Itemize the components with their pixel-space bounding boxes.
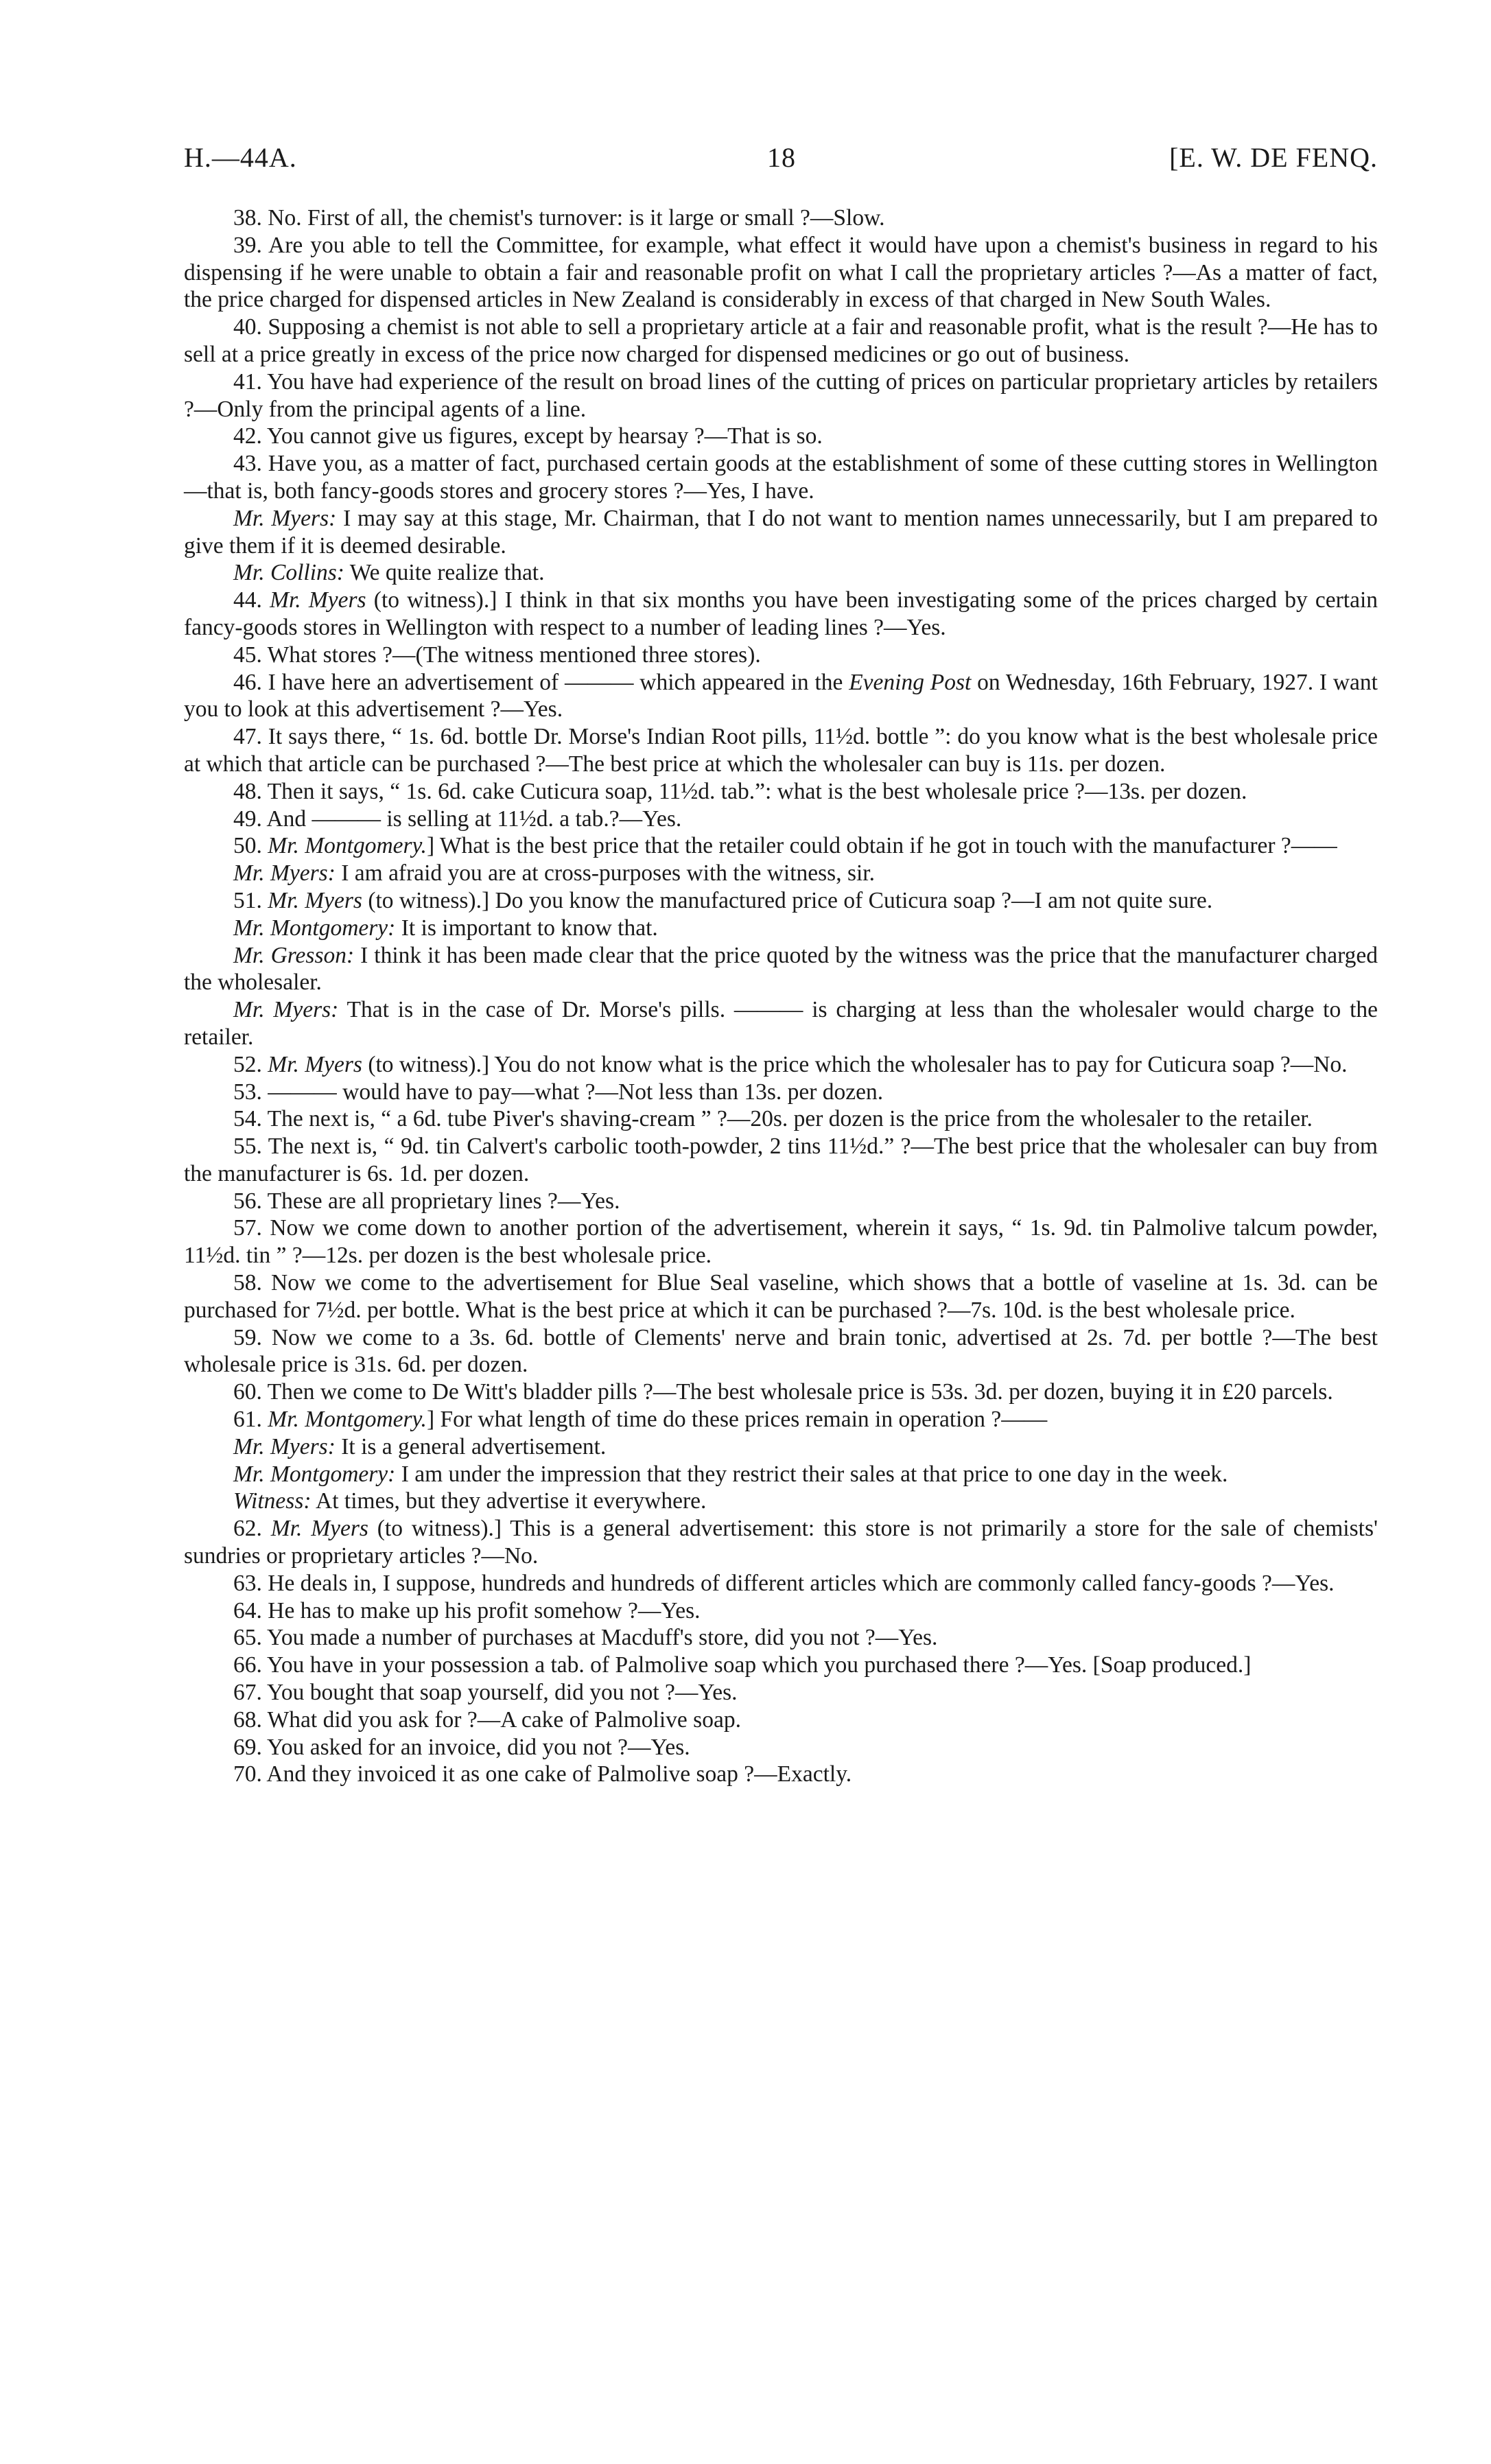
- paragraph-text: I am afraid you are at cross-purposes with the witness, sir.: [335, 860, 875, 887]
- paragraph-pm1: [184, 505, 1378, 560]
- paragraph-p55: [184, 1133, 1378, 1188]
- paragraph-text: 66. You have in your possession a tab. of Palmolive soap which you purchased there ?—Yes. [Soap produced.]: [233, 1652, 1252, 1678]
- paragraph-text: 69. You asked for an invoice, did you not ?—Yes.: [233, 1734, 690, 1760]
- witness-name-header: [E. W. DE FENQ.: [1169, 142, 1378, 173]
- paragraph-p47: [184, 723, 1378, 778]
- paragraph-p56: [184, 1188, 1378, 1215]
- paragraph-text: 68. What did you ask for ?—A cake of Palmolive soap.: [233, 1706, 741, 1733]
- paragraph-p59: [184, 1324, 1378, 1379]
- speaker-label: Mr. Gresson:: [233, 942, 355, 968]
- paragraph-text: We quite realize that.: [344, 560, 545, 586]
- paragraph-text: It is a general advertisement.: [335, 1433, 607, 1459]
- paragraph-text: (to witness).] I think in that six months you have been investigating some of the prices charged by certain fancy-goods stores in Wellington with respect to a number of leading lines ?—Yes.: [184, 587, 1378, 640]
- paragraph-p69: [184, 1734, 1378, 1761]
- paragraph-text: 63. He deals in, I suppose, hundreds and hundreds of different articles which are commonly called fancy-goods ?—Yes.: [233, 1570, 1335, 1596]
- document-page: [184, 137, 1378, 1788]
- paragraph-text: 41. You have had experience of the result on broad lines of the cutting of prices on particular proprietary articles by retailers ?—Only from the principal agents of a line.: [184, 368, 1378, 422]
- paragraph-text: on Wednesday, 16th February, 1927. I want you to look at this advertisement ?—Yes.: [184, 669, 1378, 723]
- paragraph-pmo1: [184, 915, 1378, 942]
- speaker-label: Evening Post: [849, 669, 972, 695]
- speaker-label: Mr. Myers:: [233, 997, 339, 1023]
- paragraph-text: 46. I have here an advertisement of ——— which appeared in the: [233, 669, 849, 695]
- paragraph-pg1: [184, 942, 1378, 997]
- paragraph-text: 64. He has to make up his profit somehow ?—Yes.: [233, 1597, 701, 1623]
- paragraph-text: That is in the case of Dr. Morse's pills. ——— is charging at less than the wholesaler would charge to the retailer.: [184, 997, 1378, 1050]
- paragraph-p43: [184, 450, 1378, 505]
- paragraph-text: 51.: [233, 887, 268, 913]
- paragraph-text: 60. Then we come to De Witt's bladder pills ?—The best wholesale price is 53s. 3d. per dozen, buying it in £20 parcels.: [233, 1379, 1333, 1405]
- paragraph-text: I may say at this stage, Mr. Chairman, that I do not want to mention names unnecessarily, but I am prepared to give them if it is deemed desirable.: [184, 505, 1378, 559]
- paragraph-p45: [184, 642, 1378, 669]
- paragraph-text: It is important to know that.: [395, 915, 658, 941]
- paragraph-text: 49. And ——— is selling at 11½d. a tab.?—Yes.: [233, 806, 682, 832]
- paragraph-p63: [184, 1570, 1378, 1597]
- paragraph-p51: [184, 887, 1378, 915]
- speaker-label: Mr. Montgomery.: [268, 833, 427, 859]
- paragraph-text: I think it has been made clear that the price quoted by the witness was the price that the manufacturer charged the wholesaler.: [184, 942, 1378, 996]
- speaker-label: Witness:: [233, 1488, 312, 1514]
- paragraph-p38: [184, 204, 1378, 232]
- paragraph-p65: [184, 1624, 1378, 1652]
- document-reference: H.—44A.: [184, 142, 297, 173]
- paragraph-p60: [184, 1378, 1378, 1406]
- paragraph-text: 52.: [233, 1051, 268, 1077]
- paragraph-p44: [184, 587, 1378, 642]
- paragraph-p50: [184, 832, 1378, 860]
- paragraph-p39: [184, 232, 1378, 314]
- paragraph-p70: [184, 1761, 1378, 1788]
- paragraph-text: I am under the impression that they restrict their sales at that price to one day in the week.: [395, 1461, 1228, 1487]
- paragraph-p58: [184, 1269, 1378, 1324]
- paragraph-text: (to witness).] This is a general advertisement: this store is not primarily a store for the sale of chemists' sundries or proprietary articles ?—No.: [184, 1516, 1378, 1569]
- paragraph-text: 47. It says there, “ 1s. 6d. bottle Dr. Morse's Indian Root pills, 11½d. bottle ”: do you know what is the best wholesale price at which that article can be purchased ?—The best price at which the wholesaler can buy is 11s. per dozen.: [184, 724, 1378, 777]
- page-number: 18: [767, 142, 796, 173]
- speaker-label: Mr. Myers:: [233, 505, 337, 531]
- speaker-label: Mr. Myers: [270, 1516, 368, 1542]
- paragraph-pw1: [184, 1488, 1378, 1515]
- paragraph-text: 57. Now we come down to another portion of the advertisement, wherein it says, “ 1s. 9d. tin Palmolive talcum powder, 11½d. tin ” ?—12s. per dozen is the best wholesale price.: [184, 1215, 1378, 1269]
- paragraph-p54: [184, 1105, 1378, 1133]
- paragraph-text: 65. You made a number of purchases at Macduff's store, did you not ?—Yes.: [233, 1625, 938, 1651]
- paragraph-text: 54. The next is, “ a 6d. tube Piver's shaving-cream ” ?—20s. per dozen is the price from the wholesaler to the retailer.: [233, 1106, 1313, 1132]
- paragraph-pm2: [184, 860, 1378, 887]
- paragraph-p52: [184, 1051, 1378, 1079]
- paragraph-text: 55. The next is, “ 9d. tin Calvert's carbolic tooth-powder, 2 tins 11½d.” ?—The best price that the wholesaler can buy from the manufacturer is 6s. 1d. per dozen.: [184, 1134, 1378, 1186]
- paragraph-p53: [184, 1079, 1378, 1106]
- paragraph-p48: [184, 778, 1378, 806]
- paragraph-text: 40. Supposing a chemist is not able to sell a proprietary article at a fair and reasonable profit, what is the result ?—He has to sell at a price greatly in excess of the price now charged for dispensed medicines or go out of business.: [184, 314, 1378, 367]
- speaker-label: Mr. Myers: [270, 587, 366, 613]
- paragraph-text: 50.: [233, 833, 268, 859]
- minutes-of-evidence: [184, 204, 1378, 1788]
- speaker-label: Mr. Montgomery:: [233, 915, 396, 941]
- paragraph-text: ] For what length of time do these prices remain in operation ?——: [426, 1407, 1048, 1433]
- paragraph-text: 58. Now we come to the advertisement for Blue Seal vaseline, which shows that a bottle of vaseline at 1s. 3d. can be purchased for 7½d. per bottle. What is the best price at which it can be purchased ?—7s. 10d. is the best wholesale price.: [184, 1270, 1378, 1323]
- paragraph-p61: [184, 1406, 1378, 1433]
- paragraph-text: 48. Then it says, “ 1s. 6d. cake Cuticura soap, 11½d. tab.”: what is the best wholesale price ?—13s. per dozen.: [233, 778, 1247, 804]
- speaker-label: Mr. Collins:: [233, 560, 344, 586]
- paragraph-pm3: [184, 996, 1378, 1051]
- paragraph-p41: [184, 368, 1378, 423]
- speaker-label: Mr. Montgomery.: [268, 1407, 427, 1433]
- paragraph-pc1: [184, 559, 1378, 587]
- paragraph-p67: [184, 1679, 1378, 1706]
- speaker-label: Mr. Montgomery:: [233, 1461, 396, 1487]
- paragraph-text: 45. What stores ?—(The witness mentioned three stores).: [233, 642, 761, 668]
- paragraph-p68: [184, 1706, 1378, 1734]
- paragraph-text: 53. ——— would have to pay—what ?—Not less than 13s. per dozen.: [233, 1079, 884, 1105]
- paragraph-text: 39. Are you able to tell the Committee, for example, what effect it would have upon a chemist's business in regard to his dispensing if he were unable to obtain a fair and reasonable profit on what I call the proprietary articles ?—As a matter of fact, the price charged for dispensed articles in New Zealand is considerably in excess of that charged in New South Wales.: [184, 232, 1378, 313]
- page-header: [184, 137, 1378, 178]
- paragraph-text: 44.: [233, 587, 270, 613]
- paragraph-text: (to witness).] Do you know the manufactured price of Cuticura soap ?—I am not quite sure.: [362, 887, 1213, 913]
- paragraph-p62: [184, 1515, 1378, 1570]
- speaker-label: Mr. Myers: [268, 1051, 362, 1077]
- paragraph-p66: [184, 1652, 1378, 1679]
- paragraph-p40: [184, 314, 1378, 368]
- paragraph-pm4: [184, 1433, 1378, 1461]
- paragraph-text: 43. Have you, as a matter of fact, purchased certain goods at the establishment of some of these cutting stores in Wellington—that is, both fancy-goods stores and grocery stores ?—Yes, I have.: [184, 451, 1378, 504]
- speaker-label: Mr. Myers: [268, 887, 362, 913]
- speaker-label: Mr. Myers:: [233, 860, 336, 887]
- paragraph-text: 62.: [233, 1516, 271, 1542]
- paragraph-p46: [184, 669, 1378, 724]
- paragraph-text: 38. No. First of all, the chemist's turnover: is it large or small ?—Slow.: [233, 205, 885, 231]
- paragraph-text: (to witness).] You do not know what is the price which the wholesaler has to pay for Cuticura soap ?—No.: [362, 1051, 1348, 1077]
- speaker-label: Mr. Myers:: [233, 1433, 336, 1459]
- paragraph-p49: [184, 806, 1378, 833]
- paragraph-text: 56. These are all proprietary lines ?—Yes.: [233, 1188, 620, 1214]
- paragraph-p64: [184, 1597, 1378, 1625]
- paragraph-text: 70. And they invoiced it as one cake of Palmolive soap ?—Exactly.: [233, 1761, 852, 1787]
- paragraph-pmo2: [184, 1461, 1378, 1488]
- paragraph-text: 42. You cannot give us figures, except by hearsay ?—That is so.: [233, 423, 823, 449]
- paragraph-text: ] What is the best price that the retailer could obtain if he got in touch with the manufacturer ?——: [426, 833, 1337, 859]
- paragraph-p57: [184, 1215, 1378, 1269]
- paragraph-text: 67. You bought that soap yourself, did you not ?—Yes.: [233, 1680, 738, 1706]
- paragraph-text: 61.: [233, 1407, 268, 1433]
- paragraph-p42: [184, 423, 1378, 450]
- paragraph-text: 59. Now we come to a 3s. 6d. bottle of Clements' nerve and brain tonic, advertised at 2s. 7d. per bottle ?—The best wholesale price is 31s. 6d. per dozen.: [184, 1324, 1378, 1378]
- paragraph-text: At times, but they advertise it everywhere.: [311, 1488, 707, 1514]
